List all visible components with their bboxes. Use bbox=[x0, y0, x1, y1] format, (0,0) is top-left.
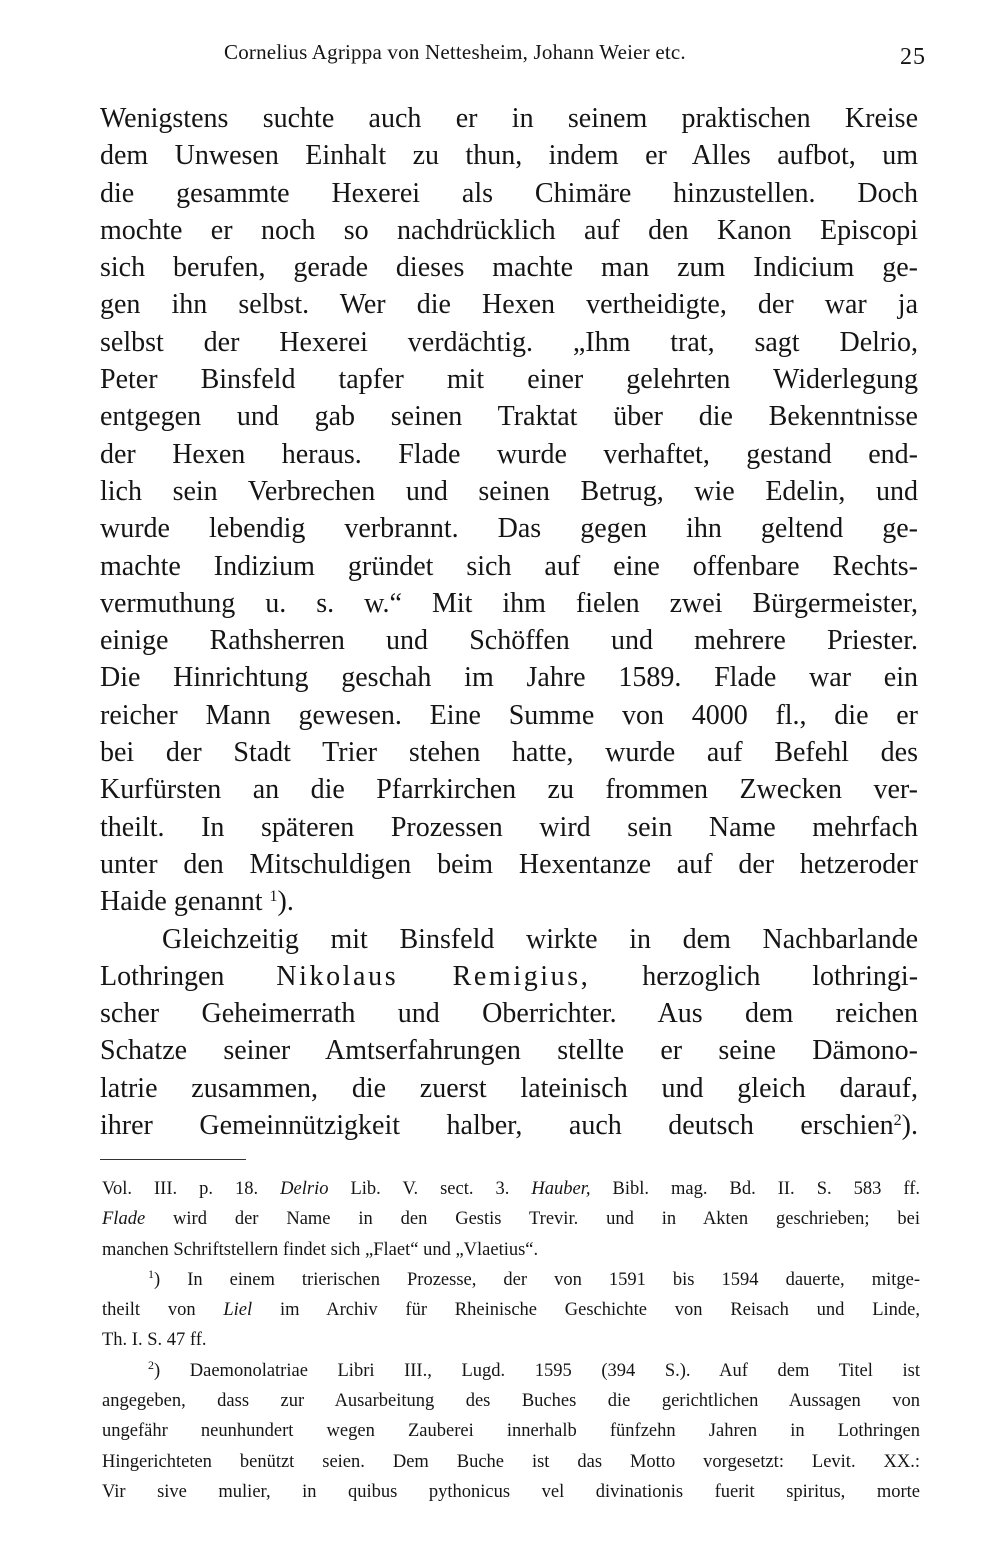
footnote-line: Vir sive mulier, in quibus pythonicus vel divinationis fuerit spiritus, morte bbox=[102, 1481, 920, 1502]
note-text: im Archiv für Rheinische Geschichte von Reisach und Linde, bbox=[279, 1300, 920, 1321]
text-line: sich berufen, gerade dieses machte man zum Indicium ge- bbox=[100, 252, 918, 284]
text-line: Peter Binsfeld tapfer mit einer gelehrten Widerlegung bbox=[100, 364, 918, 396]
text-line: entgegen und gab seinen Traktat über die Bekenntnisse bbox=[100, 401, 918, 433]
footnote-line: ungefähr neunhundert wegen Zauberei innerhalb fünfzehn Jahren in Lothringen bbox=[102, 1421, 920, 1442]
text-line: wurde lebendig verbrannt. Das gegen ihn geltend ge- bbox=[100, 513, 918, 545]
page-number: 25 bbox=[900, 44, 926, 70]
footnote-divider bbox=[100, 1159, 246, 1160]
line-text: Lothringen bbox=[100, 960, 225, 992]
running-title: Cornelius Agrippa von Nettesheim, Johann Weier etc. bbox=[224, 40, 686, 64]
text-line: mochte er noch so nachdrücklich auf den Kanon Episcopi bbox=[100, 214, 918, 246]
footnote-marker: 2 bbox=[148, 1357, 154, 1372]
footnotes bbox=[102, 1174, 920, 1507]
emphasized-name: Flade bbox=[102, 1209, 146, 1230]
footnote-line: angegeben, dass zur Ausarbeitung des Buches die gerichtlichen Aussagen von bbox=[102, 1391, 920, 1412]
line-text: herzoglich lothringi- bbox=[642, 960, 919, 992]
text-line: machte Indizium gründet sich auf eine offenbare Rechts- bbox=[100, 550, 918, 582]
text-line: dem Unwesen Einhalt zu thun, indem er Alles aufbot, um bbox=[100, 140, 918, 172]
text-line: reicher Mann gewesen. Eine Summe von 4000 fl., die er bbox=[100, 699, 918, 731]
footnote-line bbox=[102, 1295, 920, 1325]
text-line: der Hexen heraus. Flade wurde verhaftet, gestand end- bbox=[100, 438, 918, 470]
line-text: ). bbox=[901, 1110, 918, 1142]
footnote-ref-2: 2 bbox=[893, 1112, 902, 1130]
footnote-line: manchen Schriftstellern findet sich „Flaet“ und „Vlaetius“. bbox=[102, 1239, 539, 1260]
text-line: Schatze seiner Amtserfahrungen stellte er seine Dämono- bbox=[100, 1035, 918, 1067]
body-text bbox=[100, 100, 918, 1144]
footnote-line bbox=[102, 1204, 920, 1234]
text-line: scher Geheimerrath und Oberrichter. Aus dem reichen bbox=[100, 998, 918, 1030]
emphasized-name: Nikolaus Remigius, bbox=[276, 960, 591, 992]
footnote-ref-1: 1 bbox=[269, 888, 278, 906]
footnote-2 bbox=[102, 1356, 920, 1386]
line-text: ). bbox=[277, 886, 294, 918]
paragraph-start-line: Gleichzeitig mit Binsfeld wirkte in dem Nachbarlande bbox=[162, 923, 918, 955]
note-text: Vol. III. p. 18. bbox=[102, 1179, 259, 1199]
note-text: ) Daemonolatriae Libri III., Lugd. 1595 (394 S.). Auf dem Titel ist bbox=[154, 1360, 920, 1381]
text-line: unter den Mitschuldigen beim Hexentanze auf der hetzeroder bbox=[100, 848, 918, 880]
text-line bbox=[100, 883, 918, 920]
note-text: Bibl. mag. Bd. II. S. 583 ff. bbox=[612, 1179, 920, 1199]
author-name: Liel bbox=[223, 1300, 253, 1321]
author-name: Delrio bbox=[280, 1179, 329, 1199]
note-text: theilt von bbox=[102, 1300, 196, 1321]
note-text: Lib. V. sect. 3. bbox=[350, 1179, 510, 1199]
text-line: Kurfürsten an die Pfarrkirchen zu frommen Zwecken ver- bbox=[100, 774, 918, 806]
text-line: einige Rathsherren und Schöffen und mehrere Priester. bbox=[100, 625, 918, 657]
text-line: Die Hinrichtung geschah im Jahre 1589. Flade war ein bbox=[100, 662, 918, 694]
text-line: die gesammte Hexerei als Chimäre hinzustellen. Doch bbox=[100, 177, 918, 209]
text-line: lich sein Verbrechen und seinen Betrug, wie Edelin, und bbox=[100, 475, 918, 507]
line-text: Haide genannt bbox=[100, 886, 263, 918]
text-line bbox=[100, 1107, 918, 1144]
text-line: selbst der Hexerei verdächtig. „Ihm trat, sagt Delrio, bbox=[100, 326, 918, 358]
text-line: vermuthung u. s. w.“ Mit ihm fielen zwei Bürgermeister, bbox=[100, 587, 918, 619]
footnote-line: Th. I. S. 47 ff. bbox=[102, 1330, 207, 1351]
text-line: Wenigstens suchte auch er in seinem praktischen Kreise bbox=[100, 103, 918, 134]
note-text: wird der Name in den Gestis Trevir. und in Akten geschrieben; bei bbox=[173, 1209, 921, 1230]
footnote-line: Hingerichteten benützt seien. Dem Buche ist das Motto vorgesetzt: Levit. XX.: bbox=[102, 1451, 920, 1472]
footnote-1 bbox=[102, 1265, 920, 1295]
text-line: gen ihn selbst. Wer die Hexen vertheidigte, der war ja bbox=[100, 289, 918, 321]
line-text: ihrer Gemeinnützigkeit halber, auch deutsch erschien bbox=[100, 1110, 894, 1142]
footnote-marker: 1 bbox=[148, 1266, 154, 1281]
text-line bbox=[100, 958, 918, 995]
author-name: Hauber, bbox=[531, 1179, 591, 1199]
text-line: theilt. In späteren Prozessen wird sein Name mehrfach bbox=[100, 811, 918, 843]
footnote-line bbox=[102, 1174, 920, 1204]
text-line: latrie zusammen, die zuerst lateinisch und gleich darauf, bbox=[100, 1072, 918, 1104]
page-header bbox=[100, 36, 930, 80]
text-line: bei der Stadt Trier stehen hatte, wurde auf Befehl des bbox=[100, 737, 918, 769]
note-text: ) In einem trierischen Prozesse, der von 1591 bis 1594 dauerte, mitge- bbox=[154, 1269, 920, 1290]
